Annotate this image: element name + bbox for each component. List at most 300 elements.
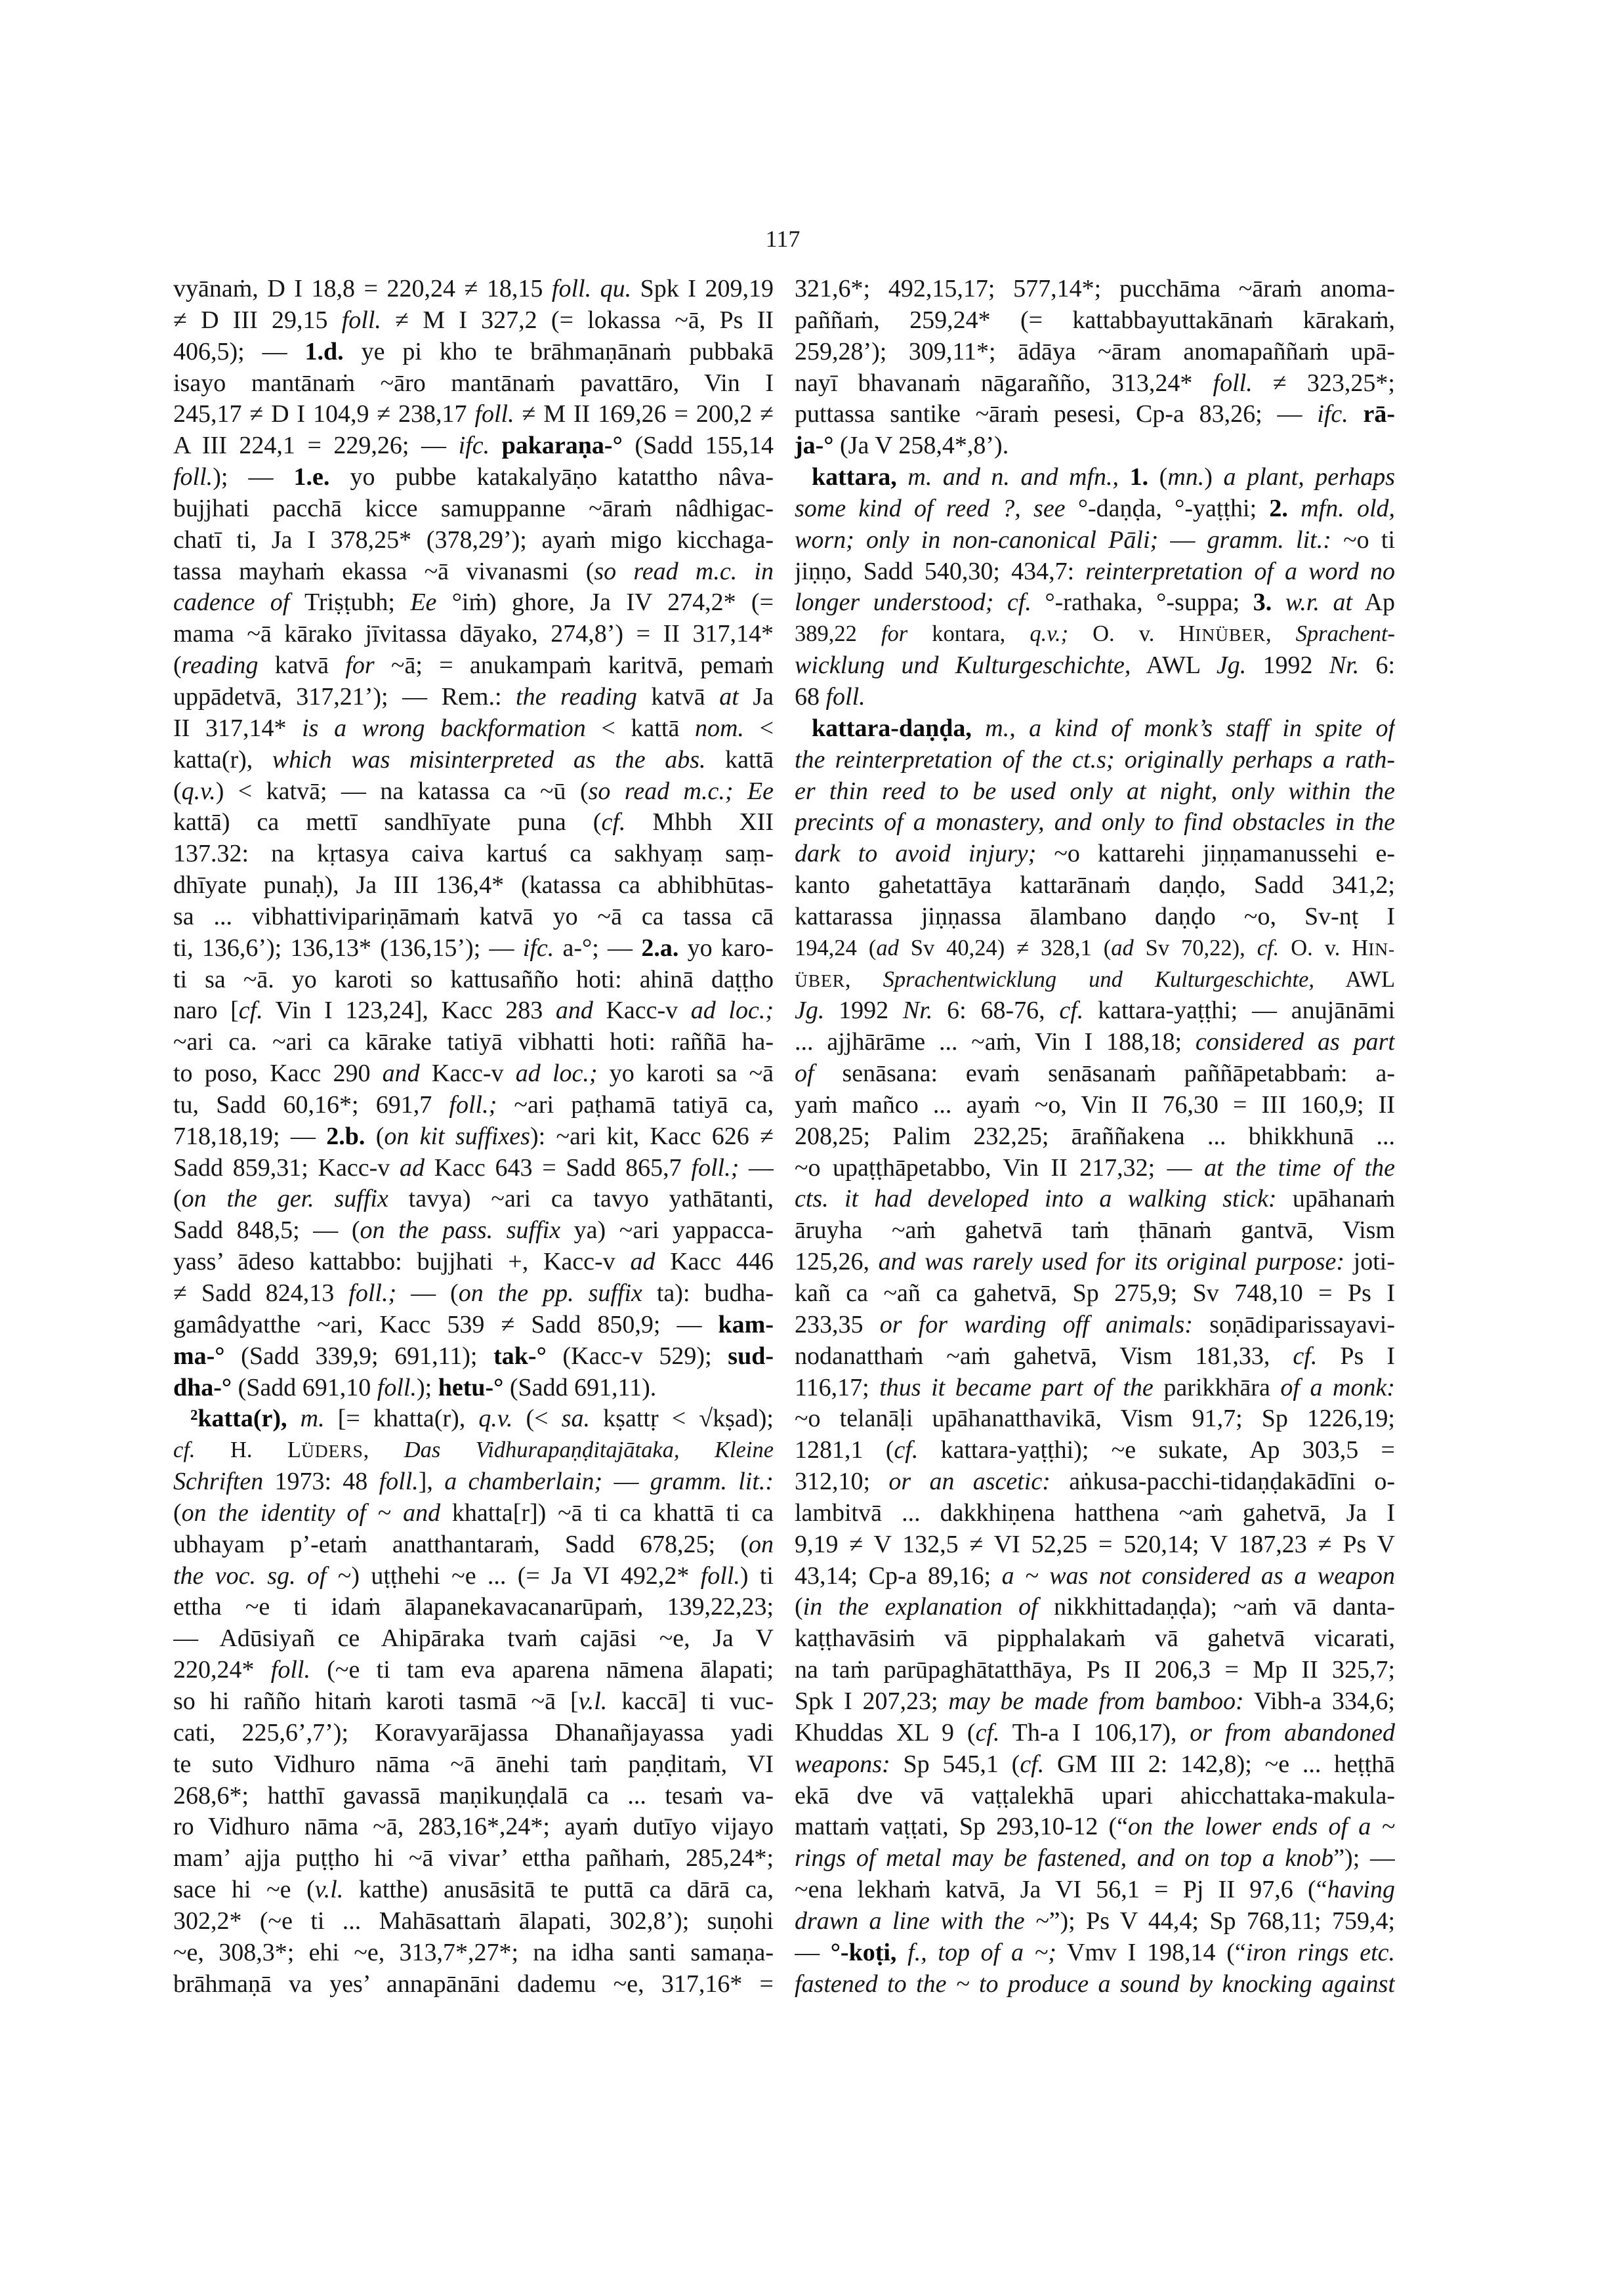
italic-run: at	[719, 682, 739, 711]
italic-run: ad	[399, 1153, 425, 1182]
left-text-line	[173, 430, 774, 462]
right-text-line	[795, 1278, 1395, 1310]
bold-headword-run: ja-°	[795, 432, 834, 460]
text-run: ro Vidhuro nāma ~ā, 283,16*,24*; ayaṁ dutīyo vijayo	[173, 1813, 774, 1841]
italic-run: q.v.	[181, 777, 216, 805]
left-text-line	[173, 1121, 774, 1153]
text-run	[1288, 495, 1301, 522]
text-run: ~) uṭṭhehi ~e ... (= Ja VI 492,2*	[326, 1561, 701, 1590]
text-run: chatī ti, Ja I 378,25* (378,29’); ayaṁ migo kicchaga-	[173, 526, 774, 554]
text-run: kaccā] ti vuc-	[607, 1687, 774, 1715]
left-text-line	[173, 776, 774, 808]
text-run: (	[173, 1499, 182, 1527]
right-text-line	[795, 368, 1395, 400]
text-run: ”); Ps V 44,4; Sp 768,11; 759,4;	[1049, 1907, 1395, 1935]
italic-run: cf.	[1020, 1750, 1045, 1778]
italic-run: foll.	[379, 1468, 419, 1496]
text-run: (Kacc-v 529);	[546, 1342, 728, 1370]
italic-run: and	[555, 997, 593, 1025]
left-text-line	[173, 650, 774, 682]
text-run	[1119, 463, 1130, 491]
left-text-line	[173, 1373, 774, 1404]
text-run: °iṁ) ghore, Ja IV 274,2* (=	[436, 589, 774, 617]
text-run: ta): budha-	[642, 1279, 774, 1307]
bold-headword-run: kattara-daṇḍa,	[812, 714, 972, 742]
italic-run: and	[382, 1060, 420, 1088]
italic-run: foll.;	[449, 1090, 497, 1119]
left-text-line	[173, 493, 774, 525]
right-text-line	[795, 1937, 1395, 1969]
left-text-line	[173, 1781, 774, 1812]
text-run: A III 224,1 = 229,26; —	[173, 432, 459, 460]
bold-headword-run: ²katta(r),	[190, 1405, 287, 1433]
text-run: (	[173, 651, 182, 680]
text-run: AWL	[1131, 651, 1217, 680]
text-run: 208,25; Palim 232,25; āraññakena ... bhikkhunā ...	[795, 1122, 1395, 1150]
text-run: gamâdyatthe ~ari, Kacc 539 ≠ Sadd 850,9; —	[173, 1310, 718, 1338]
text-run: yo karoti sa ~ā	[597, 1060, 774, 1088]
left-text-line	[173, 1623, 774, 1655]
italic-run: Nr.	[1329, 651, 1360, 680]
right-text-line	[795, 807, 1395, 838]
right-text-line	[795, 305, 1395, 337]
italic-run: Jg.	[795, 997, 825, 1025]
left-text-line	[173, 337, 774, 368]
text-run: ~ari ca. ~ari ca kārake tatiyā vibhatti hoti: raññā ha-	[173, 1028, 774, 1056]
italic-run: er thin reed to be used only at night, only within the	[795, 777, 1395, 805]
italic-run: Schriften	[173, 1468, 264, 1496]
italic-run: the voc. sg. of	[173, 1561, 327, 1590]
italic-run: foll.	[270, 1656, 310, 1684]
italic-run: in the explanation of	[802, 1593, 1038, 1621]
small-caps-run: INÜBER	[1195, 625, 1266, 646]
text-run: ~ā; = anukampaṁ karitvā, pemaṁ	[374, 651, 774, 680]
left-text-line	[173, 901, 774, 933]
right-text-line	[795, 1749, 1395, 1781]
text-run: 43,14; Cp-a 89,16;	[795, 1561, 1002, 1590]
right-column	[795, 274, 1395, 2000]
italic-run: at the time of the	[1204, 1153, 1395, 1182]
text-run: tavya) ~ari ca tavyo yathātanti,	[388, 1185, 774, 1213]
italic-run: on the identity of	[181, 1499, 366, 1527]
text-run: Ja	[738, 682, 774, 711]
text-run: mattaṁ vaṭṭati, Sp 293,10-12 (“	[795, 1813, 1129, 1841]
text-run: 406,5); —	[173, 337, 305, 365]
text-run: kattā	[705, 745, 774, 774]
text-run: —	[1158, 526, 1207, 554]
left-text-line	[173, 1247, 774, 1278]
italic-run: foll.	[377, 1373, 417, 1401]
italic-run: of	[795, 1060, 814, 1088]
left-text-line	[173, 682, 774, 713]
text-run: kanto gahetattāya kattarānaṁ daṇḍo, Sadd 341,2;	[795, 871, 1395, 899]
left-text-line	[173, 368, 774, 400]
italic-run: f., top of a ~;	[907, 1938, 1056, 1966]
italic-run: the reinterpretation of the ct.s; originally perhaps a rath-	[795, 745, 1395, 774]
text-run: GM III 2: 142,8); ~e ... heṭṭhā	[1044, 1750, 1395, 1778]
text-run: )	[1204, 463, 1224, 491]
left-column	[173, 274, 774, 2000]
left-text-line	[173, 1937, 774, 1969]
text-run: (<	[512, 1405, 562, 1433]
italic-run: or an ascetic:	[888, 1468, 1051, 1496]
bold-headword-run: 3.	[1253, 589, 1272, 617]
bold-headword-run: dha-°	[173, 1373, 232, 1401]
text-run: na taṁ parūpaghātatthāya, Ps II 206,3 = Mp II 325,7;	[795, 1656, 1395, 1684]
left-text-line	[173, 745, 774, 776]
italic-run: cf.	[1257, 935, 1280, 961]
text-run: 321,6*; 492,15,17; 577,14*; pucchāma ~āraṁ anoma-	[795, 275, 1395, 302]
left-text-line	[173, 1058, 774, 1090]
text-run: (Sadd 691,10	[232, 1373, 377, 1401]
italic-run: mfn. old,	[1301, 494, 1395, 522]
text-run	[489, 432, 502, 459]
text-run: naro [	[173, 997, 239, 1025]
bold-headword-run: °-koṭi,	[830, 1938, 897, 1966]
text-run: (	[173, 777, 182, 805]
left-text-line	[173, 713, 774, 745]
text-run: <	[743, 714, 774, 742]
right-text-line	[795, 430, 1395, 462]
right-text-line	[795, 1623, 1395, 1655]
left-text-line	[173, 1403, 774, 1435]
italic-run: v.l.	[314, 1876, 344, 1904]
italic-run: nom.	[694, 714, 744, 742]
italic-run: cf.	[238, 997, 263, 1025]
text-run: khatta[r]) ~ā ti ca khattā ti ca	[440, 1499, 774, 1527]
text-run: 268,6*; hatthī gavassā maṇikuṇḍalā ca ... tesaṁ va-	[173, 1781, 774, 1809]
text-run: ,	[844, 966, 883, 992]
text-run: katta(r),	[173, 745, 272, 774]
italic-run: worn; only in non-canonical Pāli;	[795, 526, 1159, 554]
right-text-line	[795, 1592, 1395, 1623]
right-text-line	[795, 964, 1395, 996]
right-text-line	[795, 1310, 1395, 1341]
italic-run: on the ger. suffix	[181, 1185, 388, 1213]
right-text-line	[795, 1090, 1395, 1121]
text-run: Th-a I 106,17),	[999, 1718, 1190, 1747]
text-run: ~o kattarehi jiṇṇamanussehi e-	[1036, 840, 1395, 868]
italic-run: cf.	[601, 808, 626, 837]
bold-headword-run: 2.	[1269, 494, 1288, 522]
text-run: Sp 545,1 (	[890, 1750, 1020, 1778]
text-run: ya) ~ari yappacca-	[560, 1216, 774, 1245]
text-run: kaṭṭhavāsiṁ vā pipphalakaṁ vā gahetvā vicarati,	[795, 1624, 1395, 1653]
bold-headword-run: pakaraṇa-°	[501, 432, 623, 460]
italic-run: v.l.	[578, 1687, 608, 1715]
italic-run: which was misinterpreted as the abs.	[272, 745, 706, 774]
right-text-line	[795, 556, 1395, 588]
text-run: ≠ D III 29,15	[173, 306, 342, 334]
right-text-line	[795, 1341, 1395, 1373]
italic-run: q.v.;	[1030, 621, 1069, 647]
text-run: joti-	[1344, 1248, 1395, 1276]
text-run: 302,2* (~e ti ... Mahāsattaṁ ālapati, 302,8’); suṇohi	[173, 1907, 774, 1935]
text-run: ) ti	[739, 1561, 774, 1590]
text-run: 312,10;	[795, 1468, 889, 1496]
page-number: 117	[765, 226, 801, 252]
text-run: yass’ ādeso kattabbo: bujjhati +, Kacc-v	[173, 1248, 631, 1276]
text-run: Sadd 859,31; Kacc-v	[173, 1153, 400, 1182]
text-run	[897, 463, 908, 491]
text-run: ~o telanāḷi upāhanatthavikā, Vism 91,7; Sp 1226,19;	[795, 1405, 1395, 1433]
text-run: °-daṇḍa, °-yaṭṭhi;	[1065, 494, 1270, 522]
text-run: ~o ti	[1331, 526, 1395, 554]
left-text-line	[173, 1310, 774, 1341]
text-run: yaṁ mañco ... ayaṁ ~o, Vin II 76,30 = III 160,9; II	[795, 1090, 1395, 1119]
italic-run: q.v.	[478, 1405, 513, 1433]
text-run: 68	[795, 682, 826, 711]
text-run: 9,19 ≠ V 132,5 ≠ VI 52,25 = 520,14; V 187,23 ≠ Ps V	[795, 1530, 1395, 1558]
text-run: kṣattṛ < √kṣad);	[590, 1405, 774, 1433]
text-run: lambitvā ... dakkhiṇena hatthena ~aṁ gahetvā, Ja I	[795, 1499, 1395, 1527]
italic-run: on the lower ends of a ~	[1128, 1813, 1395, 1841]
right-text-line	[795, 399, 1395, 430]
italic-run: a chamberlain;	[444, 1468, 603, 1496]
italic-run: m. and n. and mfn.,	[907, 463, 1119, 491]
italic-run: on	[749, 1530, 774, 1558]
right-text-line	[795, 1184, 1395, 1215]
right-text-line	[795, 1811, 1395, 1843]
small-caps-run: IN-	[1368, 938, 1395, 959]
left-text-line	[173, 399, 774, 430]
italic-run: foll.	[474, 400, 514, 428]
bold-headword-run: sud-	[728, 1342, 774, 1370]
text-run: ); —	[213, 463, 294, 491]
text-run: nikkhittadaṇḍa); ~aṁ vā danta-	[1037, 1593, 1395, 1621]
right-text-line	[795, 1247, 1395, 1278]
left-text-line	[173, 933, 774, 964]
italic-run: ad loc.;	[515, 1060, 598, 1088]
text-run: °-rathaka, °-suppa;	[1031, 589, 1253, 617]
text-run: ) < katvā; — na katassa ca ~ū (	[215, 777, 589, 805]
left-text-line	[173, 525, 774, 556]
text-run: Spk I 207,23;	[795, 1687, 949, 1715]
text-run: tassa mayhaṁ ekassa ~ā vivanasmi (	[173, 557, 594, 585]
text-run: katvā	[636, 682, 720, 711]
text-run: ettha ~e ti idaṁ ālapanekavacanarūpaṁ, 139,22,23;	[173, 1593, 774, 1621]
text-run: kañ ca ~añ ca gahetvā, Sp 275,9; Sv 748,10 = Ps I	[795, 1279, 1395, 1307]
italic-run: dark to avoid injury;	[795, 840, 1037, 868]
right-text-line	[795, 462, 1395, 493]
small-caps-run: ÜBER	[795, 970, 845, 991]
text-run: ti sa ~ā. yo karoti so kattusañño hoti: ahinā daṭṭho	[173, 965, 774, 993]
right-text-line	[795, 1466, 1395, 1498]
text-run: 233,35	[795, 1310, 880, 1338]
left-text-line	[173, 462, 774, 493]
right-text-line	[795, 650, 1395, 682]
bold-headword-run: 1.	[1129, 463, 1149, 491]
text-run: 6: 68-76,	[932, 997, 1060, 1025]
italic-run: sa.	[561, 1405, 591, 1433]
text-run: Khuddas XL 9 (	[795, 1718, 976, 1747]
text-run: 220,24*	[173, 1656, 271, 1684]
text-run: katthe) anusāsitā te puttā ca dārā ca,	[343, 1876, 774, 1904]
text-run: —	[602, 1468, 650, 1496]
text-run: Spk I 209,19	[631, 275, 774, 302]
text-run: ,	[363, 1437, 404, 1463]
italic-run: m., a kind of monk’s staff in spite of	[985, 714, 1395, 742]
bold-headword-run: 2.b.	[326, 1122, 365, 1150]
italic-run: cf.	[1059, 997, 1084, 1025]
left-text-line	[173, 1561, 774, 1592]
text-run: Triṣṭubh;	[289, 589, 411, 617]
text-run: ≠ Sadd 824,13	[173, 1279, 349, 1307]
italic-run: or from abandoned	[1190, 1718, 1395, 1747]
left-text-line	[173, 1215, 774, 1247]
italic-run: for	[881, 621, 908, 647]
text-run: Ap	[1352, 589, 1395, 617]
text-run: — (	[396, 1279, 459, 1307]
italic-run: ifc.	[1317, 400, 1348, 428]
left-text-line	[173, 995, 774, 1027]
bold-headword-run: rā-	[1363, 400, 1395, 428]
italic-run: ad	[876, 935, 899, 961]
right-text-line	[795, 1403, 1395, 1435]
text-run: 259,28’); 309,11*; ādāya ~āram anomapaññaṁ upā-	[795, 337, 1395, 365]
text-run: yo pubbe katakalyāṇo katattho nâva-	[329, 463, 774, 491]
italic-run: weapons:	[795, 1750, 890, 1778]
text-run: II 317,14*	[173, 714, 302, 742]
text-run: brāhmaṇā va yes’ annapānāni dademu ~e, 317,16* =	[173, 1970, 774, 1998]
text-run: ≠ M I 327,2 (= lokassa ~ā, Ps II	[381, 306, 774, 334]
italic-run: ad	[1111, 935, 1134, 961]
text-run: upāhanaṁ	[1276, 1185, 1395, 1213]
right-text-line	[795, 1058, 1395, 1090]
italic-run: cadence of	[173, 589, 290, 617]
text-run: kattā) ca mettī sandhīyate puna (	[173, 808, 602, 837]
text-run: 6:	[1359, 651, 1395, 680]
left-text-line	[173, 838, 774, 870]
left-text-line	[173, 1498, 774, 1529]
left-text-line	[173, 556, 774, 588]
text-run: 1281,1 (	[795, 1436, 894, 1464]
text-run: — Adūsiyañ ce Ahipāraka tvaṁ cajāsi ~e, Ja V	[173, 1624, 774, 1653]
bold-headword-run: hetu-°	[438, 1373, 504, 1401]
right-text-line	[795, 1561, 1395, 1592]
right-text-line	[795, 1906, 1395, 1937]
right-text-line	[795, 1529, 1395, 1561]
text-run: ye pi kho te brāhmaṇānaṁ pubbakā	[343, 337, 774, 365]
italic-run: foll. qu.	[551, 275, 632, 302]
right-text-line	[795, 1373, 1395, 1404]
text-run: sa ... vibhattivipariṇāmaṁ katvā yo ~ā ca tassa cā	[173, 902, 774, 930]
text-run: a-°; —	[554, 934, 642, 962]
text-run: (Sadd 155,14	[622, 432, 774, 460]
text-run: Mhbh XII	[625, 808, 774, 837]
left-text-line	[173, 1718, 774, 1749]
text-run: vyānaṁ, D I 18,8 = 220,24 ≠ 18,15	[173, 275, 552, 302]
text-run: ~ena lekhaṁ katvā, Ja VI 56,1 = Pj II 97,6 (“	[795, 1876, 1327, 1904]
text-run: ~	[365, 1499, 404, 1527]
text-run: ubhayam p’-etaṁ anatthantaraṁ, Sadd 678,25; (	[173, 1530, 749, 1558]
left-text-line	[173, 1184, 774, 1215]
right-text-line	[795, 1686, 1395, 1718]
left-text-line	[173, 1278, 774, 1310]
bold-headword-run: tak-°	[493, 1342, 547, 1370]
text-run: < kattā	[585, 714, 695, 742]
text-run: 194,24 (	[795, 935, 877, 961]
text-run	[1348, 400, 1364, 428]
text-run: ,	[1265, 621, 1296, 647]
italic-run: wicklung und Kulturgeschichte,	[795, 651, 1131, 680]
text-run: soṇādiparissayavi-	[1193, 1310, 1395, 1338]
text-run: 125,26,	[795, 1248, 879, 1276]
text-run: ≠ 323,25*;	[1252, 369, 1395, 397]
italic-run: Jg.	[1216, 651, 1247, 680]
text-run: kattarassa jiṇṇassa ālambano daṇḍo ~o, Sv-nṭ I	[795, 902, 1395, 930]
text-run: yo karo-	[678, 934, 774, 962]
text-run: (	[365, 1122, 385, 1150]
text-run: Vmv I 198,14 (“	[1056, 1938, 1246, 1966]
text-run: uppādetvā, 317,21’); — Rem.:	[173, 682, 516, 711]
bold-headword-run: 1.d.	[304, 337, 344, 365]
right-text-line	[795, 713, 1395, 745]
text-run: paññaṁ, 259,24* (= kattabbayuttakānaṁ kārakaṁ,	[795, 306, 1395, 334]
bold-headword-run: 2.a.	[641, 934, 679, 962]
right-text-line	[795, 619, 1395, 650]
text-run: bujjhati pacchā kicce samuppanne ~āraṁ nâdhigac-	[173, 494, 774, 522]
italic-run: foll.;	[348, 1279, 397, 1307]
text-run: (Sadd 339,9; 691,11);	[224, 1342, 494, 1370]
right-text-line	[795, 1874, 1395, 1906]
left-text-line	[173, 587, 774, 619]
italic-run: reading	[181, 651, 259, 680]
text-run: (Ja V 258,4*,8’).	[833, 432, 1009, 460]
text-run: sace hi ~e (	[173, 1876, 315, 1904]
text-run: kattara-yaṭṭhi); ~e sukate, Ap 303,5 =	[918, 1436, 1395, 1464]
italic-run: cf.	[975, 1718, 1000, 1747]
text-run: 1973: 48	[263, 1468, 379, 1496]
text-run: ~e, 308,3*; ehi ~e, 313,7*,27*; na idha santi samaṇa-	[173, 1938, 774, 1966]
italic-run: w.r. at	[1285, 589, 1353, 617]
text-run: Sadd 848,5; — (	[173, 1216, 360, 1245]
left-text-line	[173, 1466, 774, 1498]
right-text-line	[795, 1153, 1395, 1184]
text-run: 718,18,19; —	[173, 1122, 327, 1150]
right-text-line	[795, 933, 1395, 964]
text-run: Sv 40,24) ≠ 328,1 (	[898, 935, 1112, 961]
italic-run: Sprachentwicklung und Kulturgeschichte,	[883, 966, 1315, 992]
left-text-line	[173, 1686, 774, 1718]
text-run: 137.32: na kṛtasya caiva kartuś ca sakhyaṃ saṃ-	[173, 840, 774, 868]
italic-run: drawn a line with the ~	[795, 1907, 1049, 1935]
italic-run: the reading	[516, 682, 637, 711]
text-run: O. v. H	[1279, 935, 1369, 961]
italic-run: foll.	[825, 682, 865, 711]
left-text-line	[173, 1655, 774, 1686]
bold-headword-run: 1.e.	[293, 463, 330, 491]
italic-run: cf.	[894, 1436, 919, 1464]
left-text-line	[173, 964, 774, 996]
text-run: O. v. H	[1068, 621, 1196, 647]
text-run: 245,17 ≠ D I 104,9 ≠ 238,17	[173, 400, 475, 428]
text-run: (	[1148, 463, 1168, 491]
right-text-line	[795, 682, 1395, 713]
left-text-line	[173, 1153, 774, 1184]
right-text-line	[795, 745, 1395, 776]
right-text-line	[795, 1843, 1395, 1874]
left-text-line	[173, 1874, 774, 1906]
left-text-line	[173, 1811, 774, 1843]
italic-run: on the pp. suffix	[458, 1279, 642, 1307]
italic-run: ifc.	[522, 934, 554, 962]
text-run: Vibh-a 334,6;	[1243, 1687, 1395, 1715]
text-run: mam’ ajja puṭṭho hi ~ā vivar’ ettha pañhaṁ, 285,24*;	[173, 1844, 774, 1872]
text-run: Sv 70,22),	[1133, 935, 1257, 961]
text-run: 1992	[824, 997, 903, 1025]
right-text-line	[795, 1781, 1395, 1812]
